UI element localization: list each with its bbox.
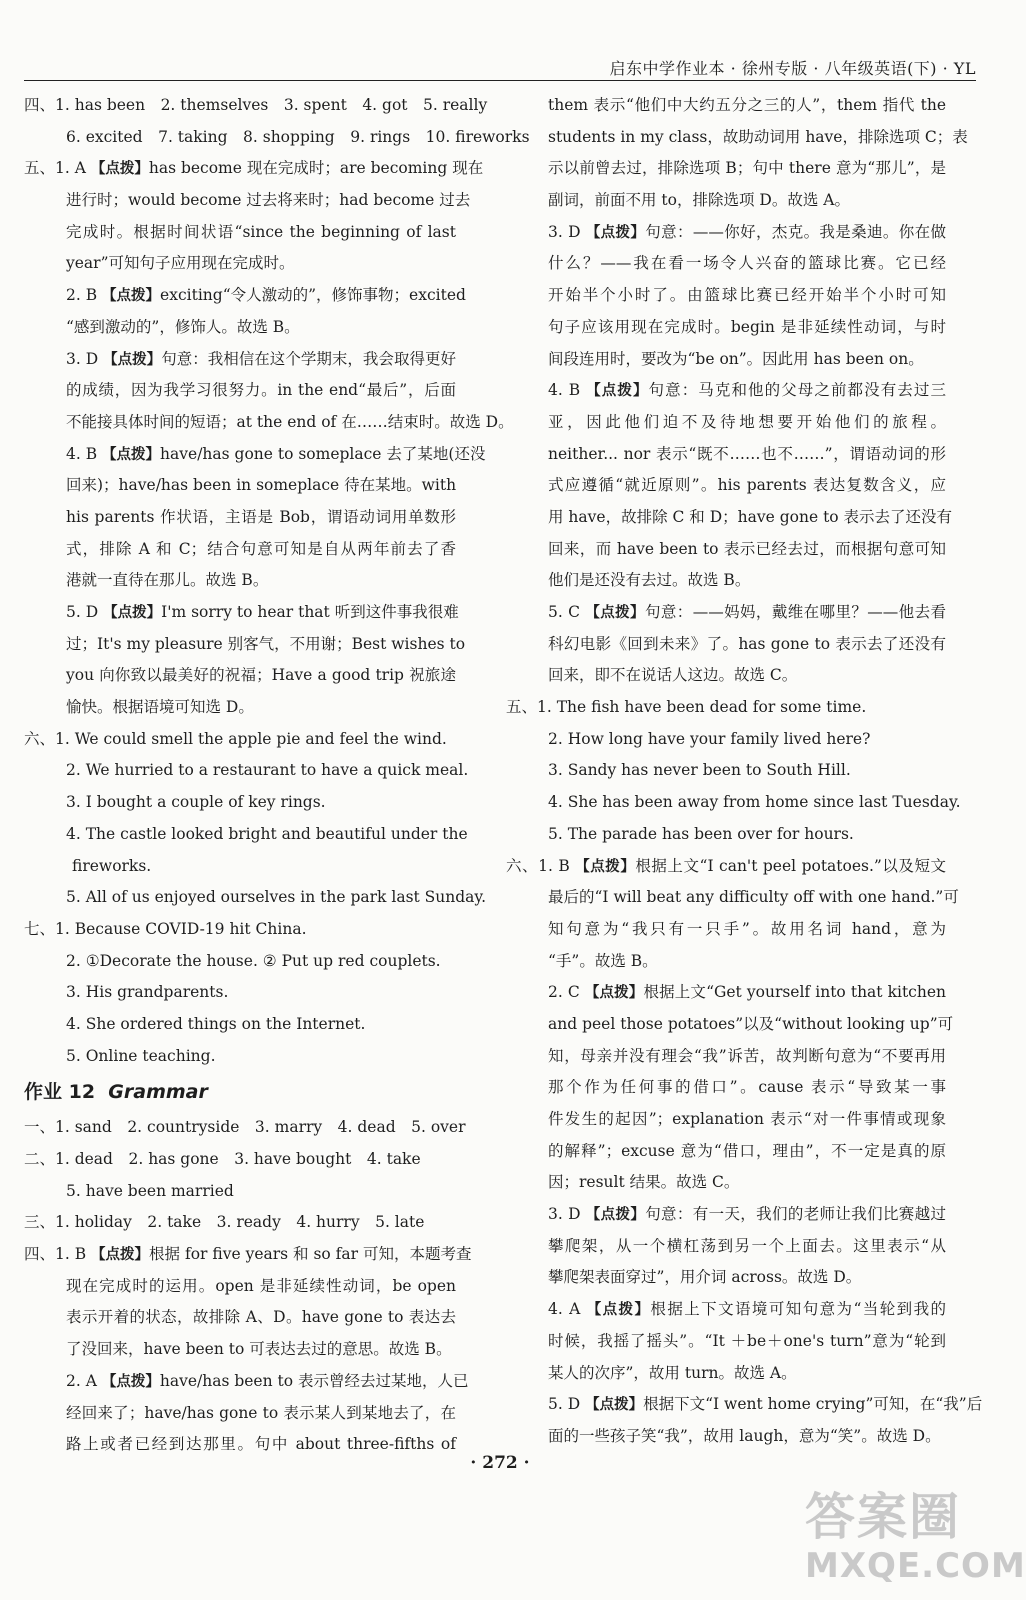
tip-label: 【点拨】 <box>575 858 636 875</box>
explanation-line <box>24 217 456 249</box>
explanation-line <box>506 1136 946 1168</box>
answer-choice: his parents 作状语，主语是 Bob，谓语动词用单数形 <box>66 507 456 526</box>
answer-choice: you 向你致以最美好的祝福；Have a good trip 祝旅途 <box>66 666 456 685</box>
answer-line: 4. The castle looked bright and beautiful under the <box>66 824 468 843</box>
explanation-text: 句意：——你好，杰克。我是桑迪。你在做 <box>645 222 946 241</box>
answer-choice: 5. D <box>66 603 104 621</box>
explanation-text: 根据上下文语境可知句意为“当轮到我的 <box>650 1300 946 1319</box>
explanation-text: 句意：有一天，我们的老师让我们比赛越过 <box>645 1205 946 1224</box>
explanation-line <box>24 502 456 534</box>
answer-choice: 路上或者已经到达那里。句中 about three-fifths of <box>66 1435 456 1454</box>
explanation-line <box>506 660 946 692</box>
explanation-line: students in my class，故助动词用 have，排除选项 C；表 <box>548 127 968 146</box>
answer-choice: 那个作为任何事的借口”。cause 表示“导致某一事 <box>548 1078 946 1097</box>
explanation-line <box>506 248 946 280</box>
tip-label: 【点拨】 <box>101 1373 160 1390</box>
continued-explanation <box>506 90 968 217</box>
tip-label: 【点拨】 <box>585 1397 644 1414</box>
answer-item <box>24 1366 469 1461</box>
exercise-five <box>24 153 514 723</box>
watermark-glyphs: 答案圈 <box>805 1488 961 1546</box>
answer-choice: 开始半个小时了。由篮球比赛已经开始半个小时可知 <box>548 286 946 305</box>
explanation-line <box>506 1326 946 1358</box>
answer-choice: 句子应该用现在完成时。begin 是非延续性动词，与时 <box>548 317 946 336</box>
right-column <box>506 90 983 1453</box>
explanation-line <box>24 1366 469 1398</box>
tip-label: 【点拨】 <box>586 1302 651 1319</box>
answer-choice: 时候，我摇了摇头”。“It ＋be＋one's turn”意为“轮到 <box>548 1331 946 1350</box>
answer-choice: 科幻电影《回到未来》了。has gone to 表示去了还没有 <box>548 634 946 653</box>
explanation-text: has become 现在完成时；are becoming 现在 <box>148 159 484 178</box>
explanation-text: have/has gone to someplace 去了某地(还没 <box>160 444 486 463</box>
answer-choice: 的解释”；excuse 意为“借口，理由”，不一定是真的原 <box>548 1141 946 1160</box>
explanation-line <box>24 534 456 566</box>
answer-choice: 他们是还没有去过。故选 B。 <box>548 571 751 590</box>
explanation-line <box>506 629 946 661</box>
explanation-line <box>506 1262 946 1294</box>
tip-label: 【点拨】 <box>585 224 646 241</box>
explanation-line <box>24 280 466 312</box>
answer-choice: 港就一直待在那儿。故选 B。 <box>66 571 269 590</box>
answer-choice: 表示开着的状态，故排除 A、D。have gone to 表达去 <box>66 1308 456 1327</box>
explanation-line <box>24 660 456 692</box>
answer-choice: 式应遵循“就近原则”。his parents 表达复数含义，应 <box>548 476 946 495</box>
answer-choice: 4. A <box>548 1300 587 1319</box>
explanation-line <box>506 1231 946 1263</box>
answer-choice: “手”。故选 B。 <box>548 951 658 970</box>
answer-choice: 3. D <box>548 1205 586 1224</box>
explanation-line <box>24 1334 456 1366</box>
answer-item <box>506 217 946 375</box>
answer-choice: 了没回来，have been to 可表达去过的意思。故选 B。 <box>66 1340 452 1359</box>
answer-line: 3. I bought a couple of key rings. <box>66 793 326 812</box>
tip-label: 【点拨】 <box>90 161 149 178</box>
answer-item <box>506 597 946 692</box>
answer-item <box>24 153 484 280</box>
explanation-line <box>506 1421 946 1453</box>
explanation-line <box>506 977 946 1009</box>
answer-choice: 3. D <box>548 222 586 241</box>
answer-line: 四、1. has been 2. themselves 3. spent 4. got 5. really <box>24 96 488 114</box>
answer-line: 七、1. Because COVID-19 hit China. <box>24 919 307 938</box>
explanation-text: have/has been to 表示曾经去过某地，人已 <box>159 1371 469 1390</box>
answer-choice: “感到激动的”，修饰人。故选 B。 <box>66 317 300 336</box>
watermark-url: MXQE.COM <box>805 1546 1026 1586</box>
answer-choice: 式，排除 A 和 C；结合句意可知是自从两年前去了香 <box>66 539 456 558</box>
answer-line: 二、1. dead 2. has gone 3. have bought 4. take <box>24 1150 421 1168</box>
answer-choice: 2. C <box>548 983 585 1002</box>
section-number: 作业 12 <box>24 1081 96 1104</box>
explanation-line <box>506 439 946 471</box>
explanation-line <box>506 312 946 344</box>
answer-item <box>506 375 953 597</box>
answer-line: 一、1. sand 2. countryside 3. marry 4. dead 5. over <box>24 1118 466 1137</box>
answer-choice: 面的一些孩子笑“我”，故用 laugh，意为“笑”。故选 D。 <box>548 1426 941 1445</box>
answer-choice: 五、1. A <box>24 159 91 178</box>
explanation-line: them 表示“他们中大约五分之三的人”，them 指代 the <box>548 96 946 114</box>
explanation-text: 句意：马克和他的父母之前都没有去过三 <box>648 381 946 400</box>
answer-choice: 知句意为“我只有一只手”。故用名词 hand，意为 <box>548 919 946 938</box>
answer-choice: 2. B <box>66 286 103 305</box>
tip-label: 【点拨】 <box>103 605 162 621</box>
answer-choice: 过；It's my pleasure 别客气，不用谢；Best wishes to <box>66 634 466 653</box>
answer-choice: neither... nor 表示“既不……也不……”，谓语动词的形 <box>548 444 946 463</box>
explanation-line <box>24 375 456 407</box>
explanation-line <box>506 1199 946 1231</box>
explanation-line <box>24 565 456 597</box>
section-title <box>24 1072 456 1112</box>
answer-choice: 六、1. B <box>506 856 576 875</box>
explanation-text: 根据 for five years 和 so far 可知，本题考查 <box>149 1245 472 1264</box>
explanation-line <box>506 851 946 883</box>
answer-item <box>506 977 954 1199</box>
answer-choice: 件发生的起因”；explanation 表示“对一件事情或现象 <box>548 1110 946 1128</box>
explanation-line <box>24 439 486 471</box>
answer-line: 三、1. holiday 2. take 3. ready 4. hurry 5. late <box>24 1213 425 1232</box>
tip-label: 【点拨】 <box>103 351 162 368</box>
answer-line: 6. excited 7. taking 8. shopping 9. rings 10. fireworks <box>66 127 530 146</box>
answer-choice: 4. B <box>66 444 103 463</box>
answer-choice: 3. D <box>66 349 104 368</box>
explanation-line <box>506 1294 946 1326</box>
explanation-line <box>506 1389 983 1421</box>
answer-choice: 回来，即不在说话人这边。故选 C。 <box>548 666 798 685</box>
tip-label: 【点拨】 <box>585 605 645 621</box>
explanation-line <box>506 217 946 249</box>
answer-line: 5. Online teaching. <box>66 1046 216 1065</box>
answer-choice: 4. B <box>548 381 587 400</box>
explanation-line <box>506 1167 946 1199</box>
answer-choice: year”可知句子应用现在完成时。 <box>66 254 295 273</box>
explanation-line <box>506 470 946 502</box>
explanation-line <box>506 597 946 629</box>
explanation-line <box>506 1358 946 1390</box>
explanation-line <box>506 280 946 312</box>
explanation-line <box>506 1041 946 1073</box>
explanation-line <box>506 502 953 534</box>
explanation-line <box>506 946 946 978</box>
explanation-line <box>506 914 946 946</box>
explanation-text: 句意：我相信在这个学期末，我会取得更好 <box>161 349 456 368</box>
answer-choice: 愉快。根据语境可知选 D。 <box>66 698 254 717</box>
explanation-text: exciting“令人激动的”，修饰事物；excited <box>160 286 466 305</box>
tip-label: 【点拨】 <box>102 446 161 463</box>
exercise-four-items <box>506 217 953 692</box>
header-rule <box>24 80 976 81</box>
section-name: Grammar <box>108 1081 208 1104</box>
explanation-line <box>24 1271 456 1303</box>
answer-line: 4. She ordered things on the Internet. <box>66 1014 366 1033</box>
answer-choice: 亚，因此他们迫不及待地想要开始他们的旅程。 <box>548 412 946 431</box>
answer-item <box>506 1389 983 1452</box>
answer-line: fireworks. <box>72 856 152 875</box>
answer-choice: 因；result 结果。故选 C。 <box>548 1173 740 1192</box>
answer-choice: 2. A <box>66 1371 102 1390</box>
explanation-line <box>24 629 466 661</box>
explanation-line <box>24 153 484 185</box>
answer-line: 5. All of us enjoyed ourselves in the park last Sunday. <box>66 888 487 907</box>
answer-choice: 现在完成时的运用。open 是非延续性动词，be open <box>66 1276 456 1295</box>
answer-choice: 什么？——我在看一场令人兴奋的篮球比赛。它已经 <box>548 254 946 273</box>
explanation-line <box>24 1239 472 1271</box>
answer-line: 2. We hurried to a restaurant to have a quick meal. <box>66 761 469 780</box>
explanation-line <box>506 344 946 376</box>
exercise-six-items <box>506 851 983 1453</box>
answer-item <box>24 597 466 724</box>
explanation-text: 根据上文“Get yourself into that kitchen <box>643 983 946 1002</box>
tip-label: 【点拨】 <box>91 1247 150 1264</box>
answer-item <box>506 1199 946 1294</box>
explanation-line <box>506 534 946 566</box>
explanation-line <box>24 185 471 217</box>
answer-item <box>506 851 959 978</box>
answer-choice: 5. D <box>548 1395 586 1414</box>
explanation-line: 示以前曾去过，排除选项 B；句中 there 意为“那儿”，是 <box>548 159 946 178</box>
explanation-line <box>24 1302 456 1334</box>
watermark-logo <box>805 1488 1026 1593</box>
answer-choice: 某人的次序”，故用 turn。故选 A。 <box>548 1363 797 1382</box>
explanation-line <box>506 1104 946 1136</box>
explanation-line <box>506 1072 946 1104</box>
answer-choice: 间段连用时，要改为“be on”。因此用 has been on。 <box>548 349 924 368</box>
tip-label: 【点拨】 <box>585 1207 646 1224</box>
answer-choice: 攀爬架表面穿过”，用介词 across。故选 D。 <box>548 1268 862 1287</box>
explanation-line <box>24 344 456 376</box>
answer-line: 五、1. The fish have been dead for some time. <box>506 698 867 717</box>
explanation-text: 句意：——妈妈，戴维在哪里？——他去看 <box>644 603 946 621</box>
explanation-text: 根据下文“I went home crying”可知，在“我”后 <box>643 1395 983 1414</box>
answer-line: 3. Sandy has never been to South Hill. <box>548 761 851 780</box>
answer-choice: 进行时；would become 过去将来时；had become 过去 <box>66 191 471 210</box>
answer-choice: 5. C <box>548 603 586 621</box>
page-number: · 272 · <box>470 1453 530 1473</box>
answer-choice: 不能接具体时间的短语；at the end of 在……结束时。故选 D。 <box>66 412 514 431</box>
answer-item <box>24 344 514 439</box>
explanation-line: 副词，前面不用 to，排除选项 D。故选 A。 <box>548 191 850 210</box>
grammar-exercise-four <box>24 1239 472 1461</box>
answer-choice: 回来，而 have been to 表示已经去过，而根据句意可知 <box>548 539 946 558</box>
answer-item <box>24 1239 472 1366</box>
explanation-line <box>506 375 946 407</box>
answer-item <box>24 439 486 597</box>
answer-line: 5. have been married <box>66 1181 234 1200</box>
left-column <box>24 90 530 1461</box>
answer-line: 5. The parade has been over for hours. <box>548 824 854 843</box>
answer-choice: 完成时。根据时间状语“since the beginning of last <box>66 222 456 241</box>
answer-choice: and peel those potatoes”以及“without looking up”可 <box>548 1014 954 1033</box>
answer-line: 2. ①Decorate the house. ② Put up red couplets. <box>66 951 441 970</box>
explanation-text: I'm sorry to hear that 听到这件事我很难 <box>161 603 459 621</box>
explanation-line <box>24 407 514 439</box>
explanation-line <box>24 1398 456 1430</box>
explanation-line <box>506 407 946 439</box>
answer-line: 3. His grandparents. <box>66 983 229 1002</box>
answer-item <box>506 1294 946 1389</box>
explanation-line <box>24 312 456 344</box>
tip-label: 【点拨】 <box>102 288 161 305</box>
answer-line: 4. She has been away from home since last Tuesday. <box>548 793 961 812</box>
answer-choice: 四、1. B <box>24 1245 92 1264</box>
running-header: 启东中学作业本 · 徐州专版 · 八年级英语(下) · YL <box>609 59 976 78</box>
answer-choice: 知，母亲并没有理会“我”诉苦，故判断句意为“不要再用 <box>548 1046 946 1065</box>
explanation-line <box>506 565 946 597</box>
answer-choice: 用 have，故排除 C 和 D；have gone to 表示去了还没有 <box>548 507 953 526</box>
answer-choice: 攀爬架，从一个横杠荡到另一个上面去。这里表示“从 <box>548 1236 946 1255</box>
answer-choice: 的成绩，因为我学习很努力。in the end“最后”，后面 <box>66 381 456 400</box>
explanation-line <box>24 470 456 502</box>
tip-label: 【点拨】 <box>586 383 649 400</box>
answer-line: 2. How long have your family lived here? <box>548 729 871 748</box>
answer-choice: 回来)；have/has been in someplace 待在某地。with <box>66 476 457 495</box>
answer-line: 六、1. We could smell the apple pie and feel the wind. <box>24 729 447 748</box>
explanation-line <box>506 1009 954 1041</box>
explanation-line <box>506 882 959 914</box>
explanation-line <box>24 597 459 629</box>
explanation-text: 根据上文“I can't peel potatoes.”以及短文 <box>635 856 946 875</box>
answer-choice: 经回来了；have/has gone to 表示某人到某地去了，在 <box>66 1403 456 1422</box>
tip-label: 【点拨】 <box>584 985 644 1002</box>
answer-item <box>24 280 466 343</box>
answer-choice: 最后的“I will beat any difficulty off with one hand.”可 <box>548 888 959 907</box>
explanation-line <box>24 248 456 280</box>
explanation-line <box>24 692 456 724</box>
